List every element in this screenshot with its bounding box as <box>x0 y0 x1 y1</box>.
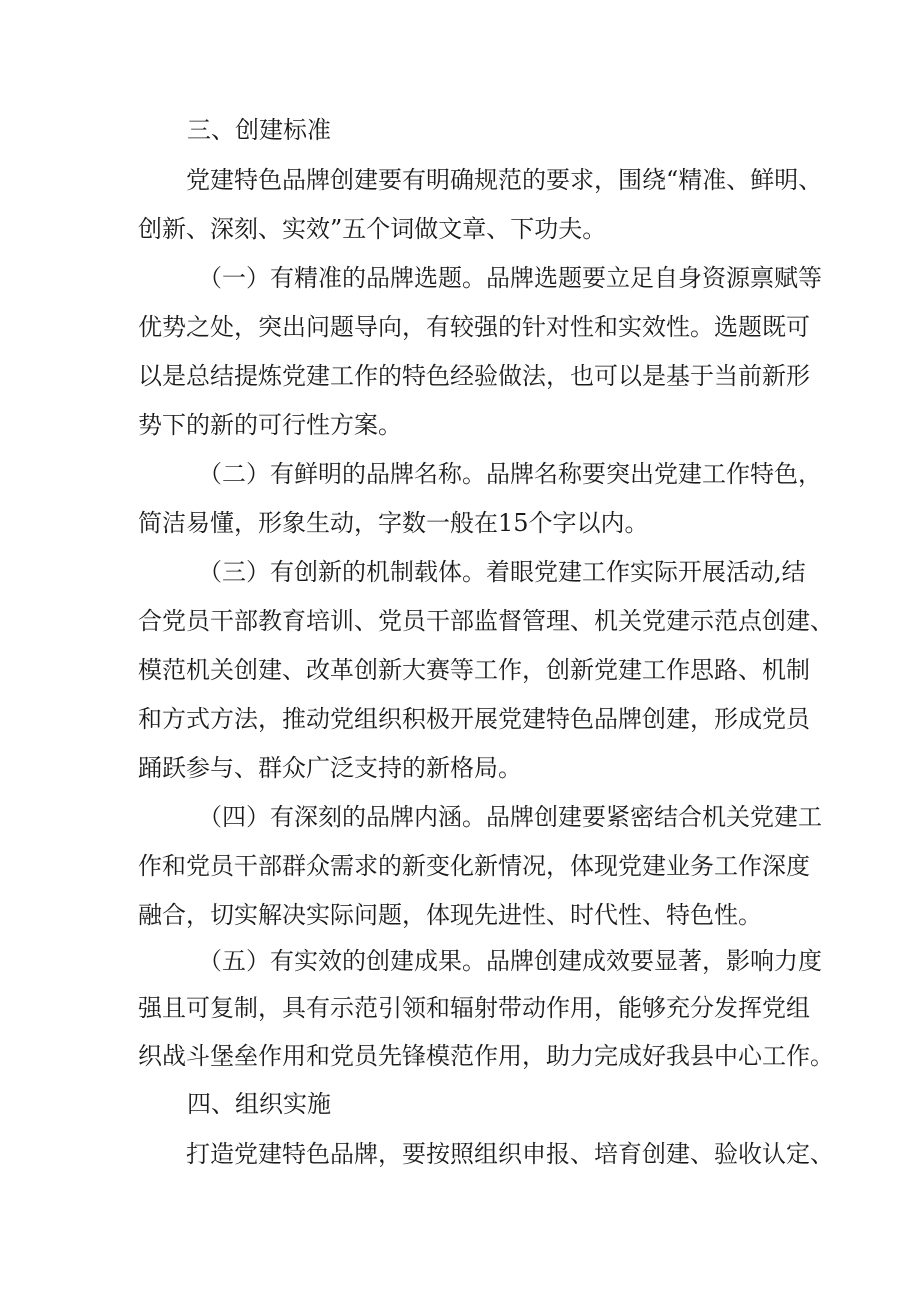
paragraph-item-2-line: （二）有鲜明的品牌名称。品牌名称要突出党建工作特色， <box>198 460 822 488</box>
section-heading-implementation: 四、组织实施 <box>187 1090 331 1118</box>
paragraph-item-1-line: （一）有精准的品牌选题。品牌选题要立足自身资源禀赋等 <box>198 264 822 292</box>
paragraph-item-3-line: 踊跃参与、群众广泛支持的新格局。 <box>138 754 522 782</box>
paragraph-intro-line: 创新、深刻、实效”五个词做文章、下功夫。 <box>138 215 607 243</box>
paragraph-item-2-line: 简洁易懂，形象生动，字数一般在15个字以内。 <box>138 509 649 537</box>
paragraph-item-4-line: 作和党员干部群众需求的新变化新情况，体现党建业务工作深度 <box>138 852 810 880</box>
paragraph-item-5-line: （五）有实效的创建成果。品牌创建成效要显著，影响力度 <box>198 947 822 975</box>
paragraph-item-4-line: （四）有深刻的品牌内涵。品牌创建要紧密结合机关党建工 <box>198 803 822 831</box>
paragraph-item-3-line: 合党员干部教育培训、党员干部监督管理、机关党建示范点创建、 <box>138 607 834 635</box>
paragraph-item-1-line: 优势之处，突出问题导向，有较强的针对性和实效性。选题既可 <box>138 313 810 341</box>
paragraph-intro-line: 党建特色品牌创建要有明确规范的要求，围绕“精准、鲜明、 <box>186 166 823 194</box>
paragraph-item-3-line: 和方式方法，推动党组织积极开展党建特色品牌创建，形成党员 <box>138 705 810 733</box>
paragraph-implementation-line: 打造党建特色品牌，要按照组织申报、培育创建、验收认定、 <box>186 1140 834 1168</box>
paragraph-item-3-line: （三）有创新的机制载体。着眼党建工作实际开展活动,结 <box>198 558 806 586</box>
paragraph-item-3-line: 模范机关创建、改革创新大赛等工作，创新党建工作思路、机制 <box>138 656 810 684</box>
paragraph-item-5-line: 强且可复制，具有示范引领和辐射带动作用，能够充分发挥党组 <box>138 994 810 1022</box>
paragraph-item-5-line: 织战斗堡垒作用和党员先锋模范作用，助力完成好我县中心工作。 <box>138 1042 834 1070</box>
paragraph-item-1-line: 势下的新的可行性方案。 <box>138 411 402 439</box>
paragraph-item-4-line: 融合，切实解决实际问题，体现先进性、时代性、特色性。 <box>138 901 762 929</box>
paragraph-item-1-line: 以是总结提炼党建工作的特色经验做法，也可以是基于当前新形 <box>138 362 810 390</box>
section-heading-standards: 三、创建标准 <box>187 116 331 144</box>
